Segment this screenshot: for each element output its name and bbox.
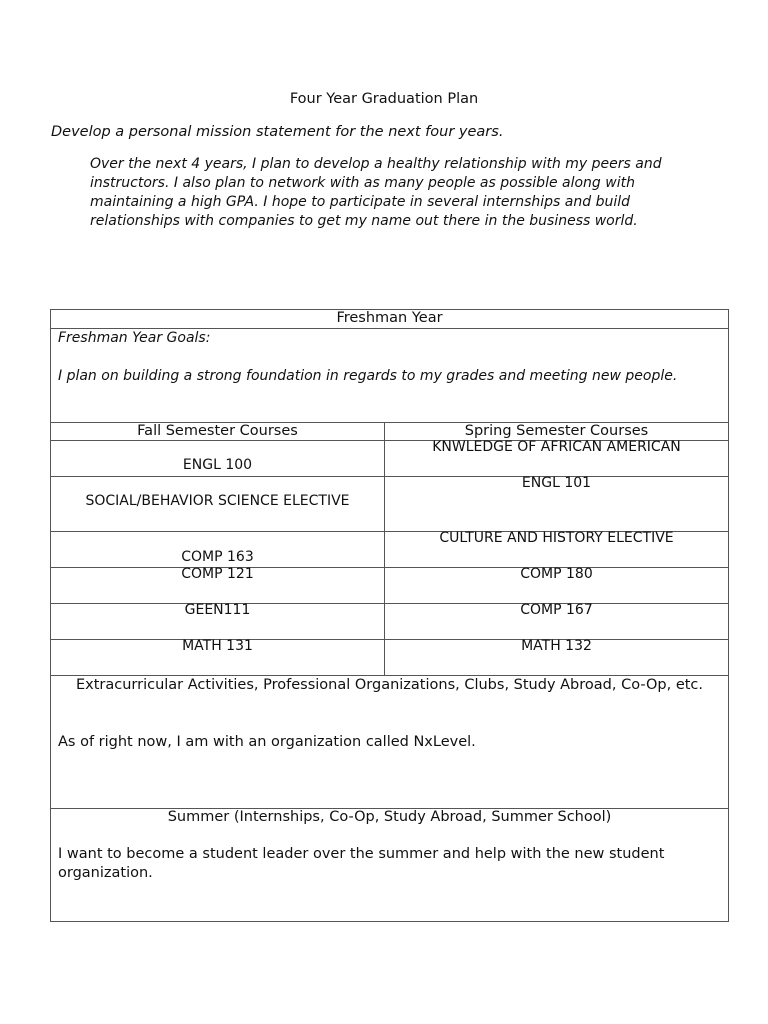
fall-course-cell xyxy=(51,568,385,603)
extracurricular-header: Extracurricular Activities, Professional Organizations, Clubs, Study Abroad, Co-Op, etc. xyxy=(75,677,704,693)
fall-course: GEEN111 xyxy=(184,602,251,618)
fall-course: ENGL 100 xyxy=(182,457,253,473)
goals-cell xyxy=(51,329,728,422)
fall-course-cell xyxy=(51,477,385,531)
semester-header-row xyxy=(51,422,728,440)
spring-course-cell xyxy=(385,477,728,531)
spring-course: MATH 132 xyxy=(521,638,592,654)
document-title: Four Year Graduation Plan xyxy=(289,91,479,107)
year-title: Freshman Year xyxy=(336,310,443,326)
fall-course: MATH 131 xyxy=(182,638,253,654)
mission-statement: Over the next 4 years, I plan to develop a healthy relationship with my peers and instructors. I also plan to network with as many people as possible along with maintaining a high GPA. I hope to participate in several internships and build relationships with companies to get my name out there in the business world. xyxy=(90,156,662,229)
spring-course-cell xyxy=(385,604,728,639)
spring-semester-header: Spring Semester Courses xyxy=(464,423,649,439)
summer-cell xyxy=(51,809,728,921)
course-row xyxy=(51,476,728,531)
spring-course-cell xyxy=(385,568,728,603)
course-row xyxy=(51,639,728,675)
fall-semester-header: Fall Semester Courses xyxy=(51,423,385,440)
spring-course-cell xyxy=(385,640,728,675)
extracurricular-cell xyxy=(51,676,728,808)
course-row xyxy=(51,440,728,476)
fall-course: COMP 163 xyxy=(181,549,254,565)
spring-course: ENGL 101 xyxy=(521,475,592,491)
goals-text: I plan on building a strong foundation in regards to my grades and meeting new people. xyxy=(58,368,678,384)
fall-course-cell xyxy=(51,441,385,476)
spring-course-cell xyxy=(385,532,728,567)
summer-text: I want to become a student leader over the summer and help with the new student organization. xyxy=(58,846,665,881)
extracurricular-row xyxy=(51,675,728,808)
fall-course-cell xyxy=(51,640,385,675)
spring-course-cell xyxy=(385,441,728,476)
goals-label: Freshman Year Goals: xyxy=(58,330,211,346)
spring-course: COMP 167 xyxy=(520,602,593,618)
fall-course-cell xyxy=(51,604,385,639)
course-row xyxy=(51,567,728,603)
fall-course-cell xyxy=(51,532,385,567)
spring-course: KNWLEDGE OF AFRICAN AMERICAN xyxy=(432,439,681,455)
extracurricular-text: As of right now, I am with an organization called NxLevel. xyxy=(58,734,476,750)
freshman-year-table xyxy=(50,309,729,922)
goals-row xyxy=(51,328,728,422)
spring-course: COMP 180 xyxy=(520,566,593,582)
mission-prompt: Develop a personal mission statement for the next four years. xyxy=(51,124,504,140)
course-row xyxy=(51,531,728,567)
summer-row xyxy=(51,808,728,921)
spring-course: CULTURE AND HISTORY ELECTIVE xyxy=(439,530,674,546)
fall-course: COMP 121 xyxy=(181,566,254,582)
fall-course: SOCIAL/BEHAVIOR SCIENCE ELECTIVE xyxy=(85,493,350,509)
year-title-row xyxy=(51,310,728,328)
summer-header: Summer (Internships, Co-Op, Study Abroad, Summer School) xyxy=(167,809,612,825)
course-row xyxy=(51,603,728,639)
